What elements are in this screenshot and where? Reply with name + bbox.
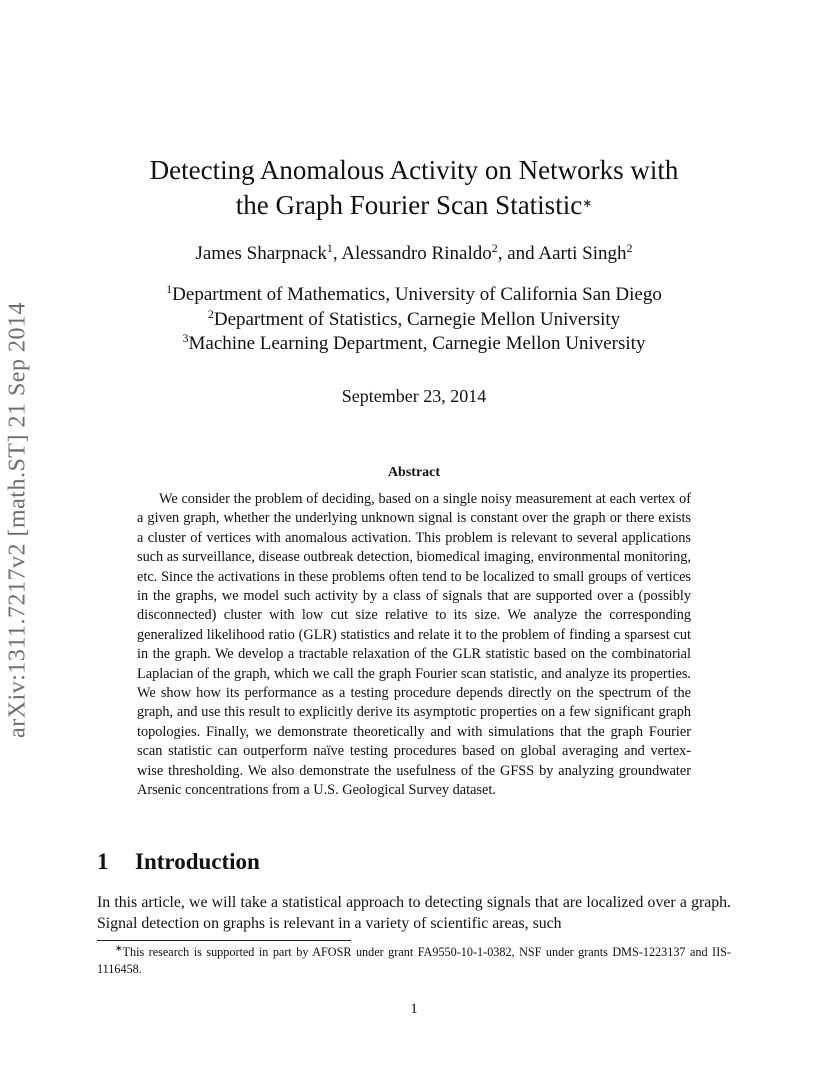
affiliation-text: Machine Learning Department, Carnegie Mellon University [188, 333, 646, 354]
author-name: Aarti Singh [538, 243, 627, 264]
paper-date: September 23, 2014 [341, 386, 487, 406]
page-number: 1 [410, 1001, 418, 1017]
footnote-text: This research is supported in part by AFOSR under grant FA9550-10-1-0382, NSF under grants DMS-1223137 and IIS-1116458. [97, 945, 731, 976]
affiliation-text: Department of Mathematics, University of California San Diego [172, 284, 662, 305]
section-heading [97, 849, 260, 875]
section-number: 1 [97, 849, 109, 874]
title-line-1: Detecting Anomalous Activity on Networks with [149, 155, 679, 185]
footnote-rule [97, 940, 351, 941]
author-affiliation-mark: 2 [491, 241, 498, 255]
footnote-mark: ∗ [115, 943, 123, 953]
author-name: Alessandro Rinaldo [341, 243, 492, 264]
paper-title [0, 153, 828, 223]
affiliation-text: Department of Statistics, Carnegie Mellon University [213, 309, 621, 330]
affiliation-mark: 1 [166, 282, 173, 296]
author-separator: , [332, 243, 342, 264]
title-footnote-mark: ∗ [582, 196, 593, 210]
arxiv-identifier: arXiv:1311.7217v2 [math.ST] 21 Sep 2014 [4, 302, 31, 738]
affiliation [0, 332, 828, 356]
introduction-paragraph: In this article, we will take a statistical approach to detecting signals that are localized over a graph. Signal detection on graphs is relevant in a variety of scientific areas, such [97, 894, 731, 932]
affiliation [0, 283, 828, 307]
author-affiliation-mark: 1 [326, 241, 333, 255]
affiliation-mark: 2 [207, 307, 214, 321]
title-line-2 [0, 188, 828, 223]
author-name: James Sharpnack [195, 243, 327, 264]
author-separator: , and [497, 243, 539, 264]
title-line-2-text: the Graph Fourier Scan Statistic [235, 190, 583, 220]
abstract-heading: Abstract [387, 465, 441, 480]
author-list [0, 241, 828, 267]
section-title: Introduction [135, 849, 260, 874]
author-affiliation-mark: 2 [626, 241, 633, 255]
affiliation [0, 308, 828, 332]
affiliation-mark: 3 [182, 331, 189, 345]
footnote [97, 944, 731, 978]
abstract-body: We consider the problem of deciding, based on a single noisy measurement at each vertex of a given graph, whether the underlying unknown signal is constant over the graph or there exists a cluster of vertices with anomalous activation. This problem is relevant to several applications such as surveillance, disease outbreak detection, biomedical imaging, environmental monitoring, etc. Since the activations in these problems often tend to be localized to small groups of vertices in the graphs, we model such activity by a class of signals that are supported over a (possibly disconnected) cluster with low cut size relative to its size. We analyze the corresponding generalized likelihood ratio (GLR) statistics and relate it to the problem of finding a sparsest cut in the graph. We develop a tractable relaxation of the GLR statistic based on the combinatorial Laplacian of the graph, which we call the graph Fourier scan statistic, and analyze its properties. We show how its performance as a testing procedure depends directly on the spectrum of the graph, and use this result to explicitly derive its asymptotic properties on a few significant graph topologies. Finally, we demonstrate theoretically and with simulations that the graph Fourier scan statistic can outperform naïve testing procedures based on global averaging and vertex-wise thresholding. We also demonstrate the usefulness of the GFSS by analyzing groundwater Arsenic concentrations from a U.S. Geological Survey dataset. [137, 491, 691, 799]
